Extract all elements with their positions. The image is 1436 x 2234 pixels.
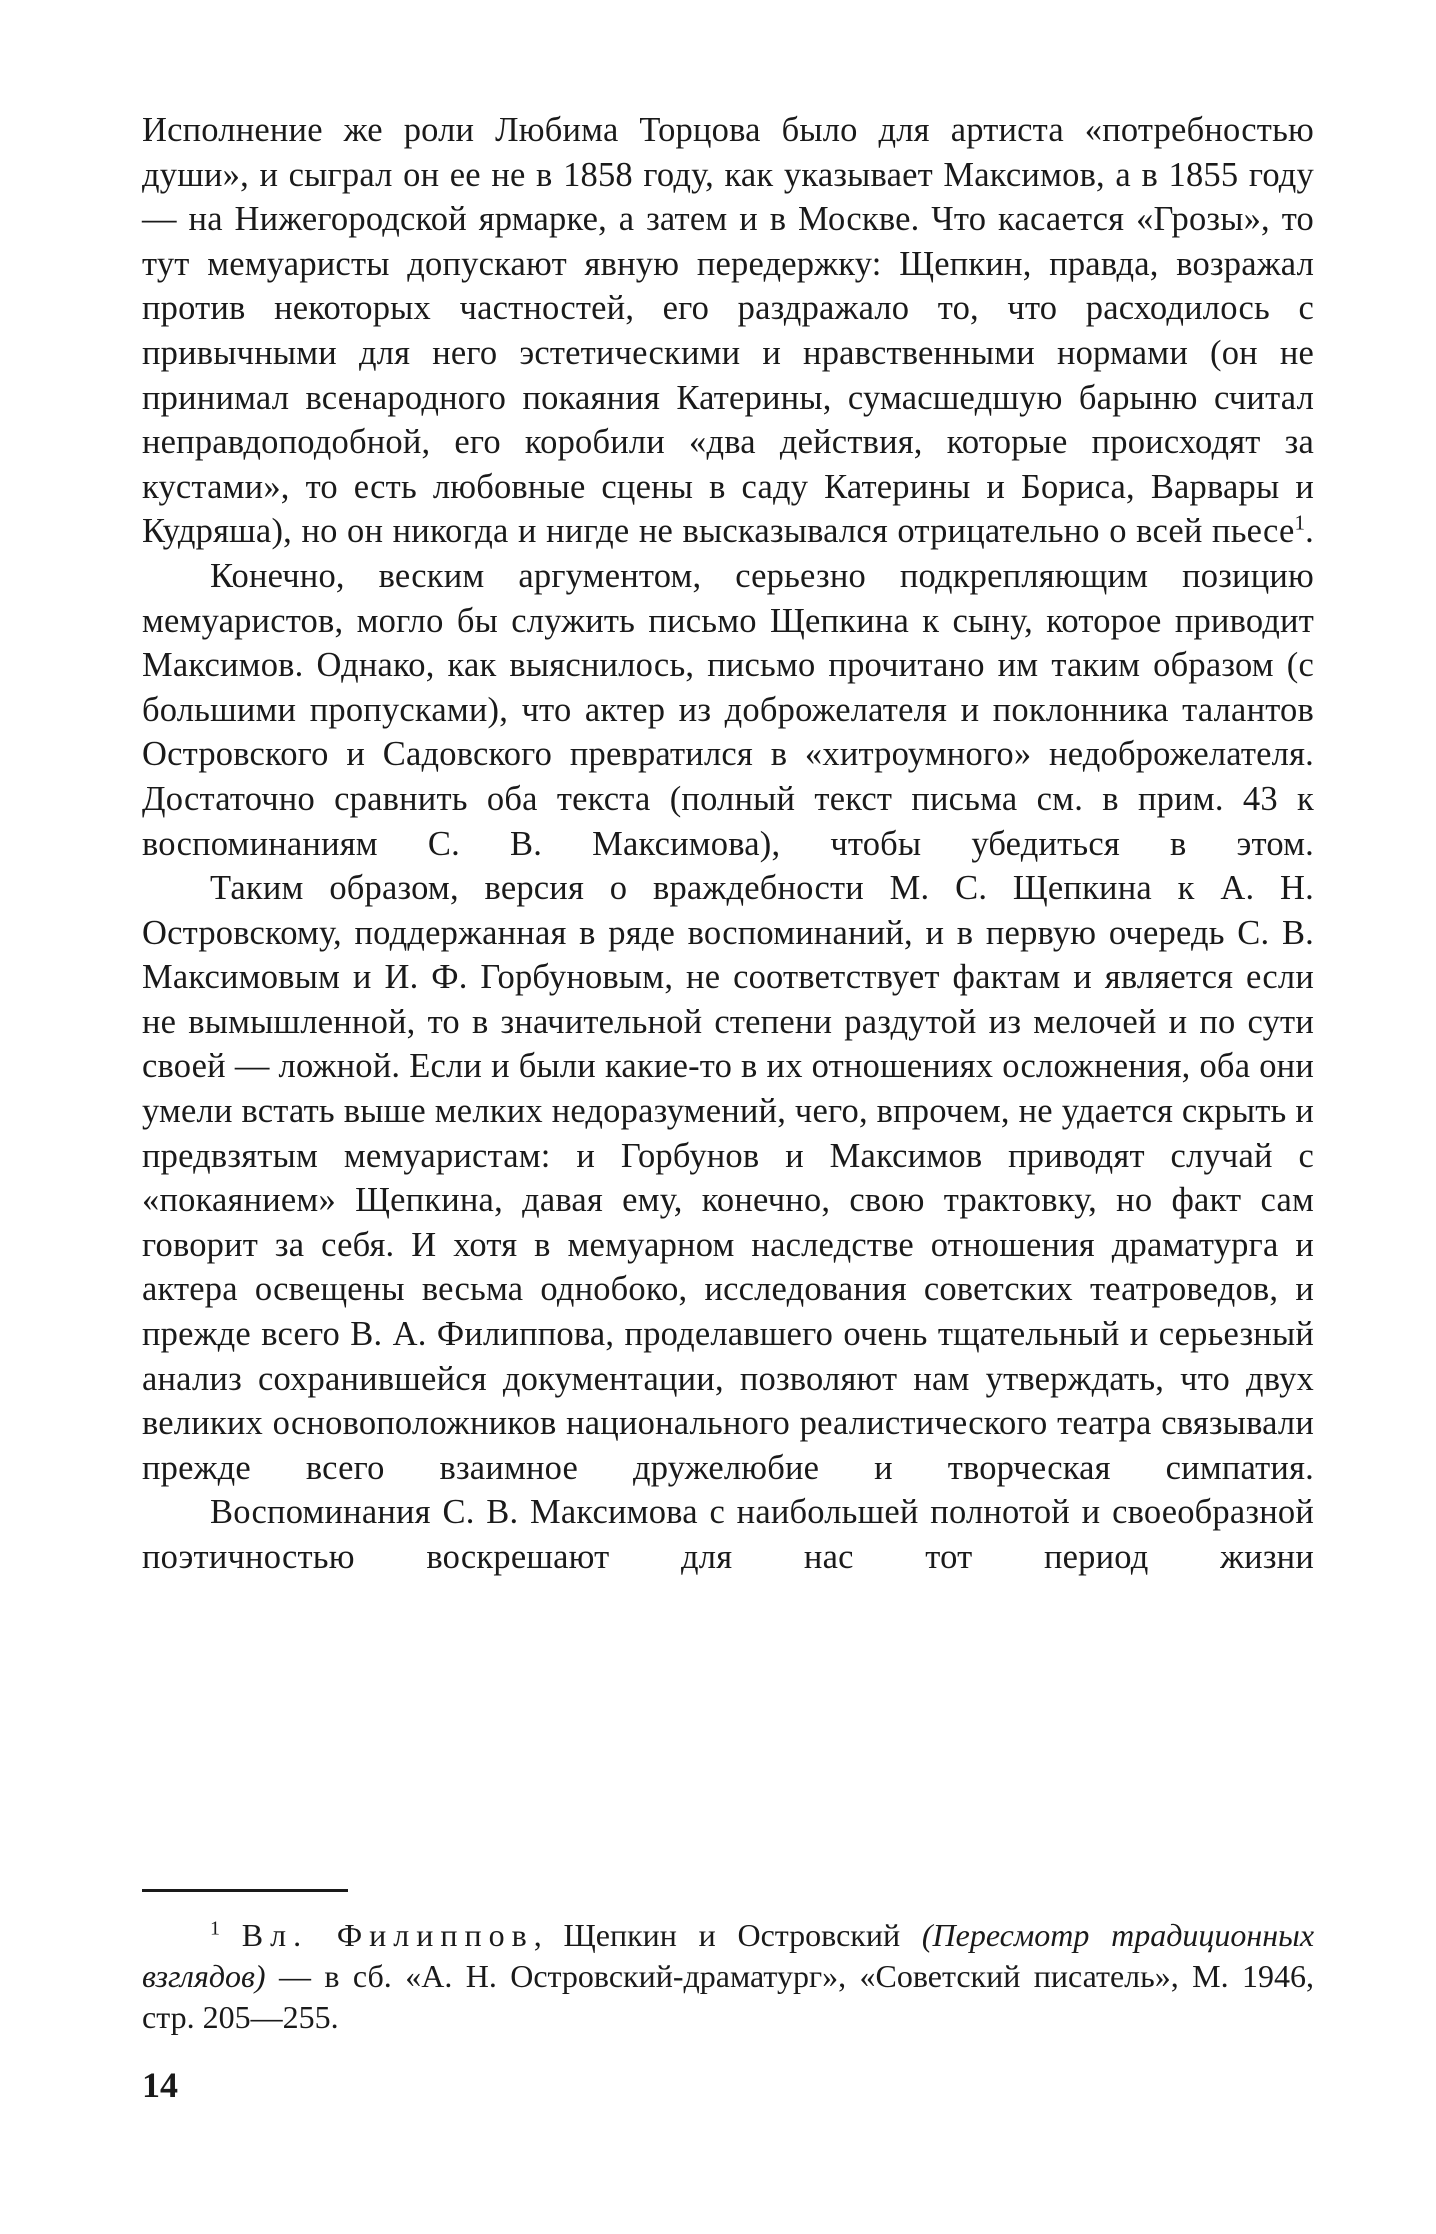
paragraph-3-text: Таким образом, версия о враждебности М. С. Щепкина к А. Н. Островскому, поддержанная в ряде воспоминаний, и в первую очередь С. В. Максимовым и И. Ф. Горбуновым, не соответствует фактам и является если не вымышленной, то в значительной степени раздутой из мелочей и по сути своей — ложной. Если и были какие-то в их отношениях осложнения, оба они умели встать выше мелких недоразумений, чего, впрочем, не удается скрыть и предвзятым мемуаристам: и Горбунов и Максимов приводят случай с «покаянием» Щепкина, давая ему, конечно, свою трактовку, но факт сам говорит за себя. И хотя в мемуарном наследстве отношения драматурга и актера освещены весьма однобоко, исследования советских театроведов, и прежде всего В. А. Филиппова, проделавшего очень тщательный и серьезный анализ сохранившейся документации, позволяют нам утверждать, что двух великих основоположников национального реалистического театра связывали прежде всего взаимное дружелюбие и творческая симпатия. [142, 869, 1314, 1487]
paragraph-4 [142, 1490, 1314, 1579]
footnote-mark: 1 [210, 1917, 220, 1940]
page-number: 14 [142, 2065, 178, 2105]
footnote-separator [142, 1889, 348, 1892]
main-text-column [142, 108, 1314, 1580]
paragraph-1 [142, 108, 1314, 554]
footnote [142, 1915, 1314, 2038]
footnote-subtitle: (Пересмотр традиционных взглядов) [142, 1917, 1315, 1994]
paragraph-1-tail: . [1305, 512, 1314, 551]
paragraph-3 [142, 866, 1314, 1490]
footnote-title: , Щепкин и Островский [533, 1917, 922, 1953]
footnote-reference: 1 [1294, 510, 1306, 535]
paragraph-2 [142, 554, 1314, 866]
paragraph-2-text: Конечно, веским аргументом, серьезно подкрепляющим позицию мемуаристов, могло бы служить письмо Щепкина к сыну, которое приводит Максимов. Однако, как выяснилось, письмо прочитано им таким образом (с большими пропусками), что актер из доброжелателя и поклонника талантов Островского и Садовского превратился в «хитроумного» недоброжелателя. Достаточно сравнить оба текста (полный текст письма см. в прим. 43 к воспоминаниям С. В. Максимова), чтобы убедиться в этом. [142, 556, 1314, 863]
paragraph-4-text: Воспоминания С. В. Максимова с наибольшей полнотой и своеобразной поэтичностью воскрешают для нас тот период жизни [142, 1493, 1314, 1576]
paragraph-1-text: Исполнение же роли Любима Торцова было для артиста «потребностью души», и сыграл он ее не в 1858 году, как указывает Максимов, а в 1855 году — на Нижегородской ярмарке, а затем и в Москве. Что касается «Грозы», то тут мемуаристы допускают явную передержку: Щепкин, правда, возражал против некоторых частностей, его раздражало то, что расходилось с привычными для него эстетическими и нравственными нормами (он не принимал всенародного покаяния Катерины, сумасшедшую барыню считал неправдоподобной, его коробили «два действия, которые происходят за кустами», то есть любовные сцены в саду Катерины и Бориса, Варвары и Кудряша), но он никогда и нигде не высказывался отрицательно о всей пьесе [142, 111, 1314, 551]
footnote-source: — в сб. «А. Н. Островский-драматург», «Советский писатель», М. 1946, стр. 205—255. [142, 1958, 1314, 2035]
footnote-author: Вл. Филиппов [241, 1917, 534, 1953]
